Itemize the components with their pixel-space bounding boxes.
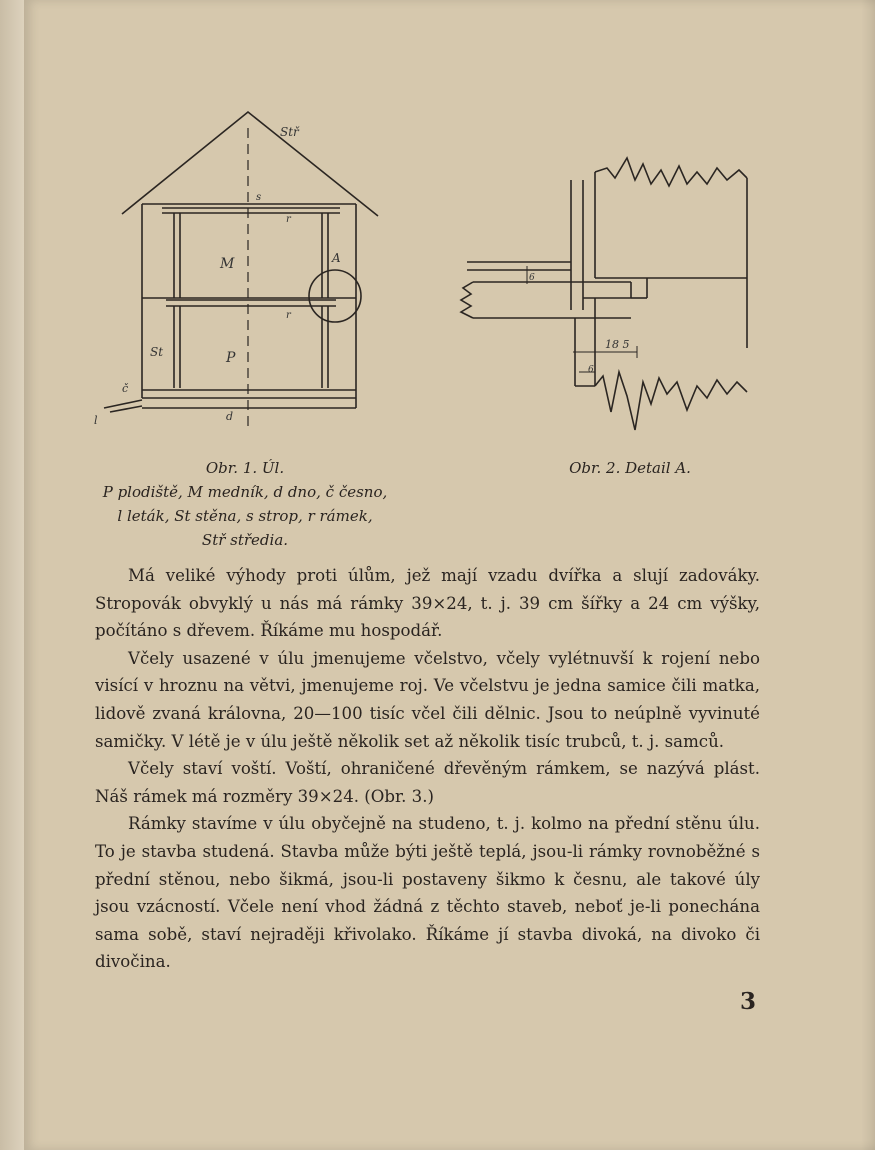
page-number: 3 <box>740 988 757 1015</box>
figure-1-caption-line: l leták, St stěna, s strop, r rámek, <box>117 507 373 525</box>
dimension-6-bottom: 6 <box>588 365 594 375</box>
dimension-18-5: 18 5 <box>605 338 630 351</box>
dimension-6-top: 6 <box>529 273 535 283</box>
figure-1-caption-line: P plodiště, M medník, d dno, č česno, <box>102 483 388 501</box>
paragraph: Má veliké výhody proti úlům, jež mají vzadu dvířka a slují zadováky. Stropovák obvyklý u nás má rámky 39×24, t. j. 39 cm šířky a 24 cm výšky, počítáno s dřevem. Říkáme mu hospodář. <box>95 566 760 641</box>
figure-1-caption-line: Stř středia. <box>201 531 289 549</box>
figure-1-caption-title: Obr. 1. Úl. <box>205 459 285 477</box>
paragraph: Rámky stavíme v úlu obyčejně na studeno, t. j. kolmo na přední stěnu úlu. To je stavba studená. Stavba může býti ještě teplá, jsou-li rámky rovnoběžné s přední stěnou, nebo šikmá, jsou-li postaveny šikmo k česnu, ale takové úly jsou vzácností. Včele není vhod žádná z těchto staveb, neboť je-li ponechána sama sobě, staví nejraději křivolako. Říkáme jí stavba divoká, na divoko či divočina. <box>95 814 760 972</box>
figure-2-detail-drawing <box>455 150 755 440</box>
label-frame-mid: r <box>286 310 291 321</box>
label-landing-board: l <box>94 414 98 427</box>
label-wall: St <box>150 345 164 359</box>
label-honey-super: M <box>220 256 235 272</box>
label-floor: d <box>226 410 234 423</box>
label-roof: Stř <box>280 125 299 139</box>
body-text <box>95 562 760 976</box>
figure-1-caption <box>85 456 405 552</box>
figure-1-hive-drawing <box>90 108 390 448</box>
label-entrance: č <box>122 382 129 395</box>
paragraph: Včely usazené v úlu jmenujeme včelstvo, včely vylétnuvší k rojení nebo visící v hroznu na větvi, jmenujeme roj. Ve včelstvu je jedna samice čili matka, lidově zvaná královna, 20—100 tisíc včel čili dělnic. Jsou to neúplně vyvinuté samičky. V létě je v úlu ještě několik set až několik tisíc trubců, t. j. samců. <box>95 648 760 751</box>
label-ceiling: s <box>256 192 262 203</box>
previous-page-edge <box>0 0 24 1150</box>
label-detail-a: A <box>332 251 341 265</box>
figure-2-caption: Obr. 2. Detail A. <box>569 459 691 477</box>
paragraph: Včely staví voští. Voští, ohraničené dřevěným rámkem, se nazývá plást. Náš rámek má rozměry 39×24. (Obr. 3.) <box>95 759 760 806</box>
label-brood-chamber: P <box>226 350 236 366</box>
label-frame-top: r <box>286 214 291 225</box>
